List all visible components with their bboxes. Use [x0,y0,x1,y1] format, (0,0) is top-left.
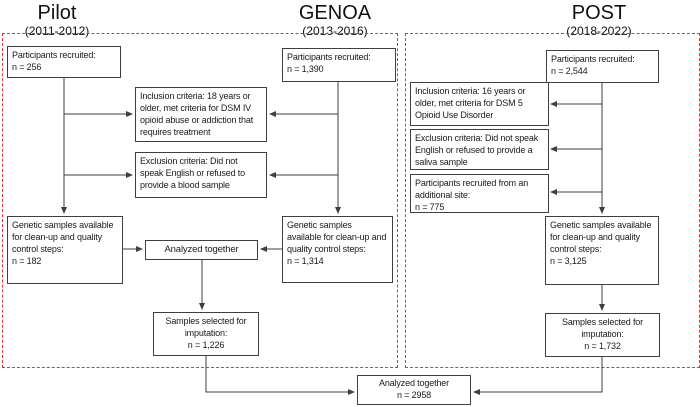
post-additional-site-box [410,174,549,213]
genoa-title: GENOA [298,2,372,24]
box-label: Participants recruited: [551,54,635,64]
box-label: Exclusion criteria: Did not speak English or refused to provide a saliva sample [415,133,539,167]
box-label: Samples selected for imputation: [165,316,247,339]
post-participants-recruited-box [546,50,659,83]
samples-imputation-right-box [545,313,660,357]
box-label: Inclusion criteria: 18 years or older, met criteria for DSM IV opioid abuse or addiction that requires treatment [140,91,254,137]
box-label: Exclusion criteria: Did not speak English or refused to provide a blood sample [140,156,246,190]
analyzed-together-mid-box [145,240,258,260]
pilot-years: (2011-2012) [24,24,90,38]
genoa-genetic-samples-box [282,216,393,283]
pilot-title: Pilot [37,2,77,24]
post-title: POST [571,2,627,24]
connector-imputation-right-to-final [474,357,602,392]
box-value: n = 2958 [396,390,432,400]
box-value: n = 182 [12,255,42,266]
genoa-years: (2013-2016) [302,24,368,38]
box-label: Genetic samples available for clean-up and quality control steps: [287,220,387,254]
box-label: Analyzed together [164,243,239,255]
pilot-genoa-exclusion-criteria-box [135,152,267,198]
box-label: Analyzed together [379,378,449,389]
pilot-participants-recruited-box [7,46,121,78]
samples-imputation-left-box [153,312,259,356]
pilot-genetic-samples-box [7,216,123,284]
box-label: Participants recruited from an additional site: [415,178,529,200]
box-value: n = 1,314 [287,255,324,266]
connector-imputation-left-to-final [206,356,354,392]
box-value: n = 775 [415,201,445,212]
box-label: Genetic samples available for clean-up and quality control steps: [550,220,652,254]
box-value: n = 1,226 [187,339,225,350]
box-value: n = 1,732 [584,340,621,351]
box-value: n = 3,125 [550,255,587,266]
post-inclusion-criteria-box [410,82,549,126]
box-label: Participants recruited: [287,52,371,62]
post-genetic-samples-box [545,216,659,285]
box-value: n = 1,390 [287,63,324,74]
box-label: Participants recruited: [12,50,96,60]
box-label: Inclusion criteria: 16 years or older, met criteria for DSM 5 Opioid Use Disorder [415,86,526,120]
post-exclusion-criteria-box [410,129,549,170]
analyzed-together-final-box [357,375,471,405]
post-years: (2018-2022) [566,24,632,38]
box-value: n = 256 [12,61,42,72]
box-label: Genetic samples available for clean-up and quality control steps: [12,220,114,254]
box-label: Samples selected for imputation: [561,317,644,340]
pilot-genoa-inclusion-criteria-box [135,87,267,142]
genoa-participants-recruited-box [282,48,396,82]
box-value: n = 2,544 [551,65,588,76]
